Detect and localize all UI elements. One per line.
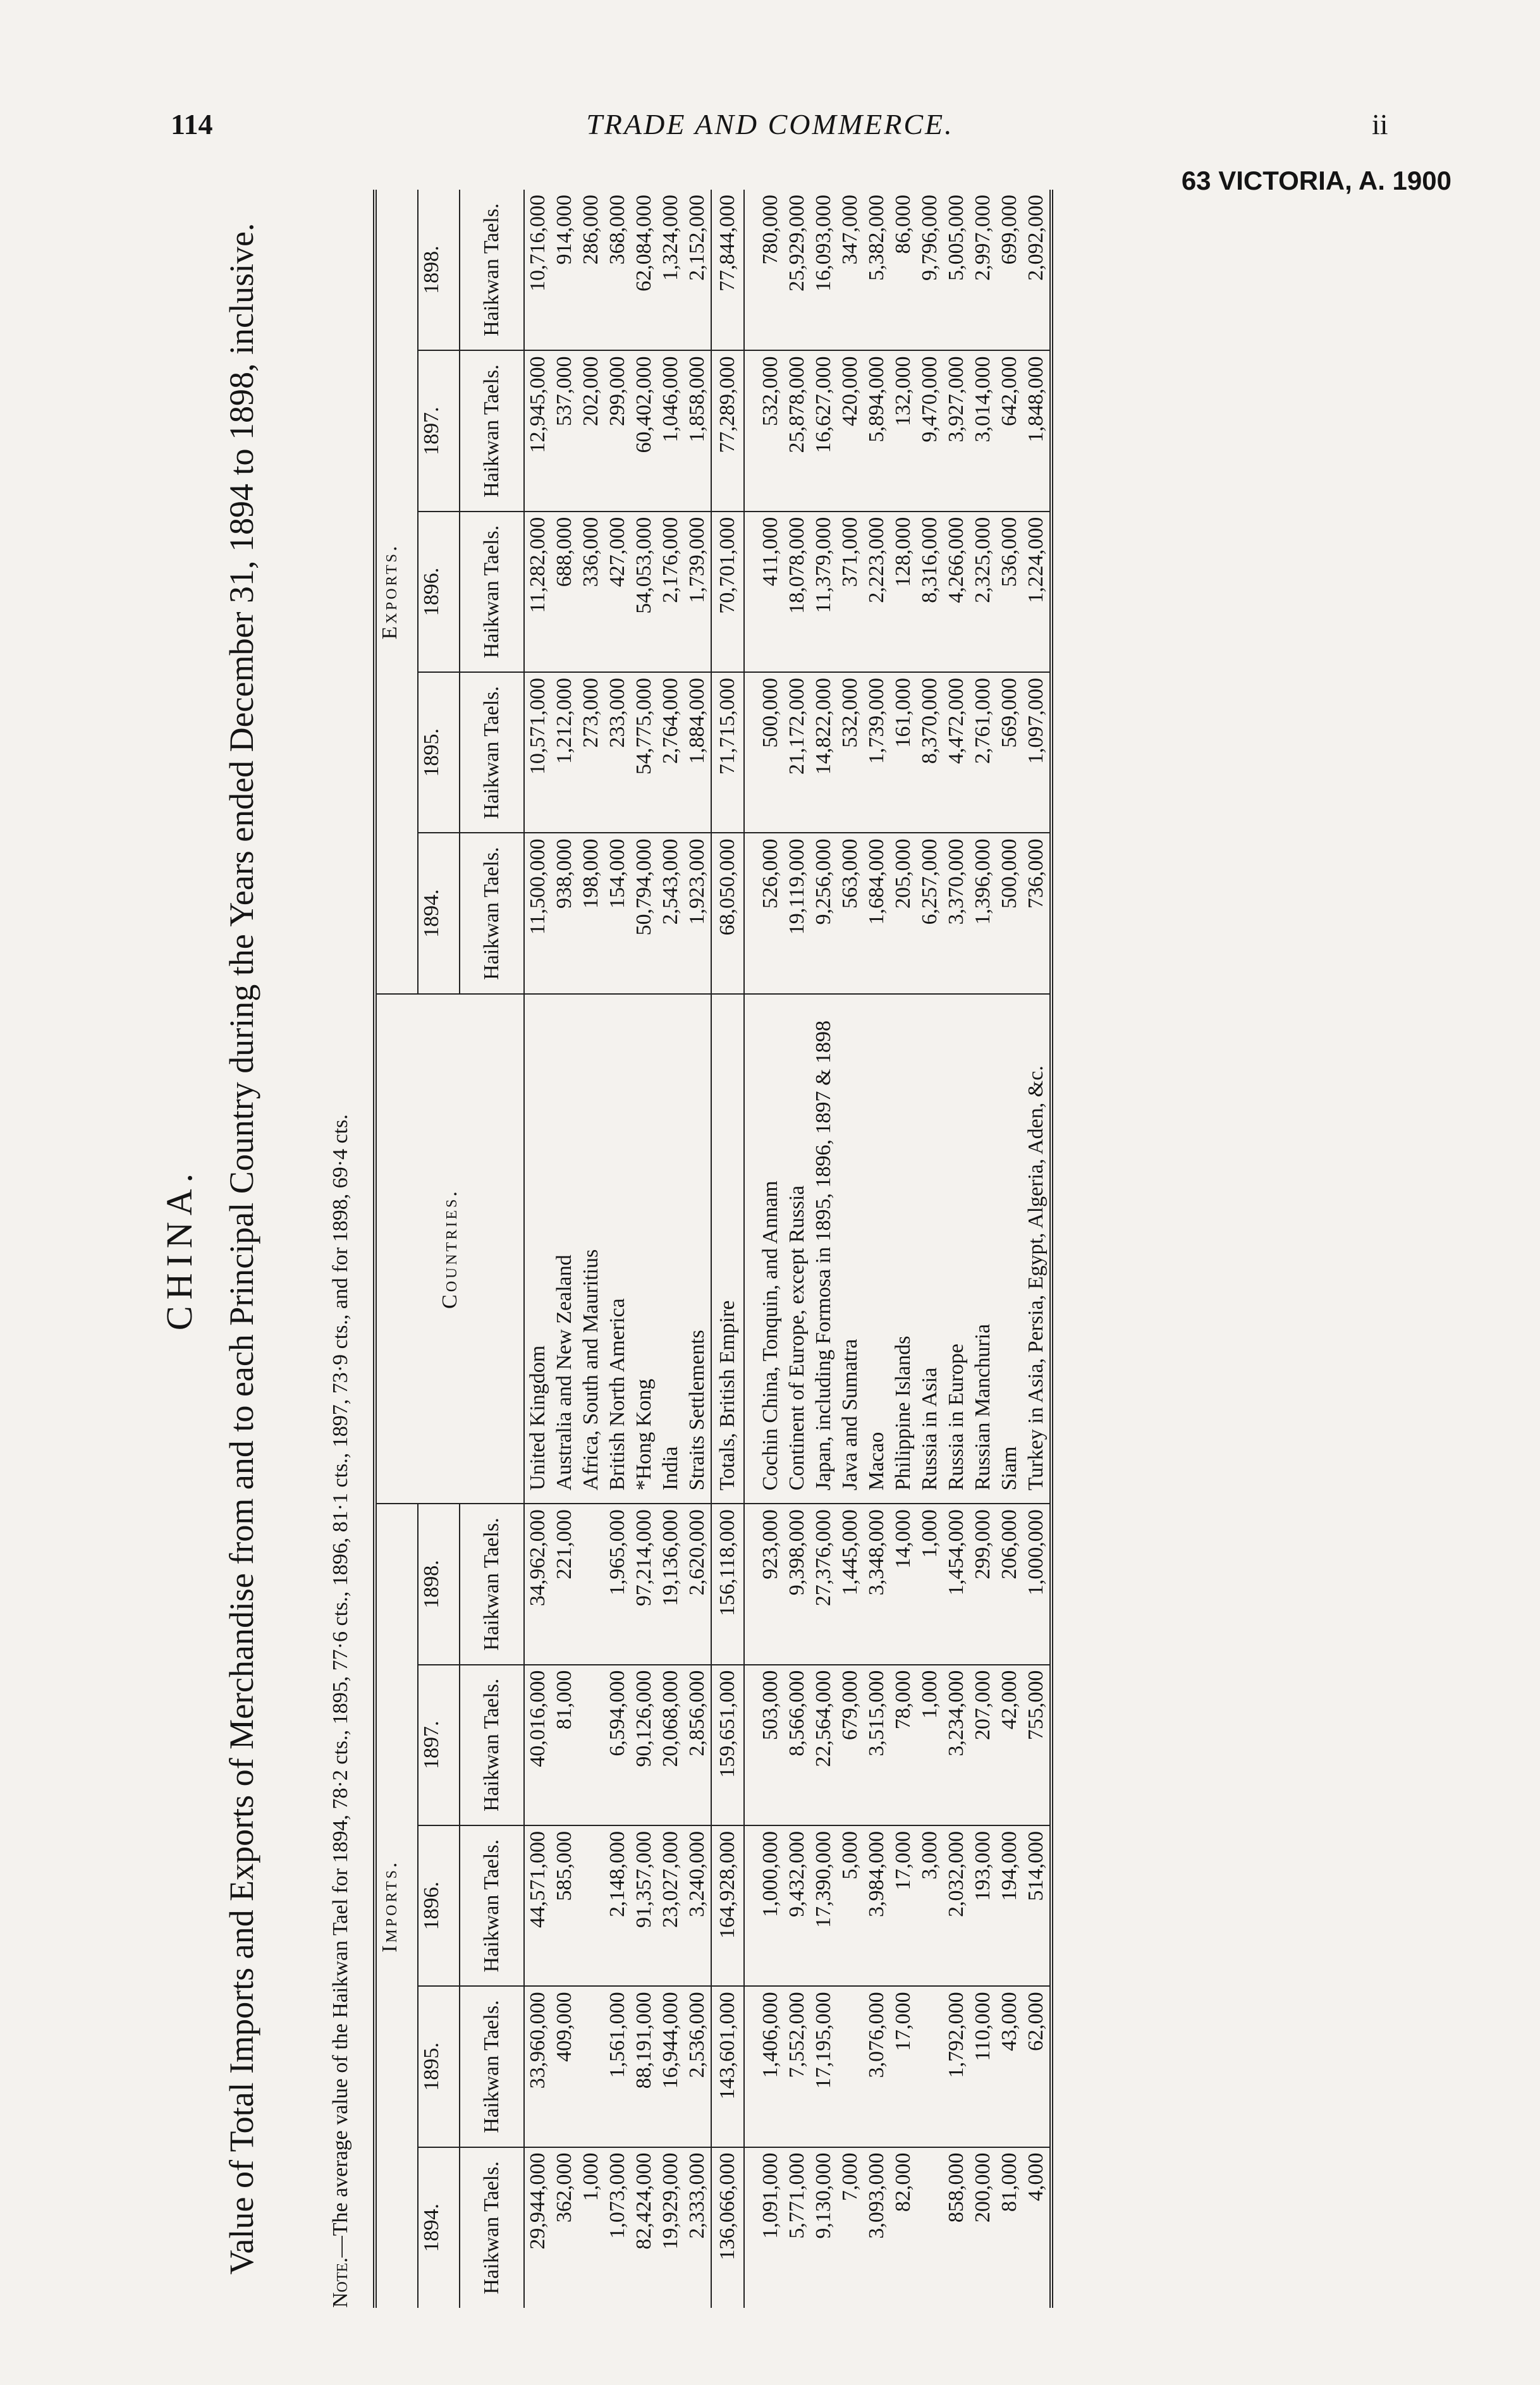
import-value-cell: 23,027,000 [657, 1825, 684, 1986]
import-value-cell: 17,000 [890, 1986, 917, 2147]
export-value-cell: 569,000 [996, 672, 1023, 833]
import-value-cell: 1,445,000 [837, 1504, 864, 1664]
import-value-cell: 1,406,000 [744, 1986, 784, 2147]
export-value-cell: 1,046,000 [657, 350, 684, 511]
table-row [744, 190, 784, 2308]
export-value-cell: 2,152,000 [684, 190, 711, 350]
export-value-cell: 3,927,000 [943, 350, 970, 511]
import-value-cell: 17,000 [890, 1825, 917, 1986]
import-value-cell: 136,066,000 [711, 2147, 744, 2308]
import-value-cell: 3,234,000 [943, 1665, 970, 1825]
import-value-cell: 20,068,000 [657, 1665, 684, 1825]
import-value-cell: 19,929,000 [659, 2152, 682, 2250]
export-year-header: 1898. [418, 190, 460, 350]
export-value-cell: 161,000 [890, 672, 917, 833]
export-value-cell: 347,000 [837, 190, 864, 350]
export-value-cell: 9,796,000 [917, 190, 943, 350]
export-value-cell: 60,402,000 [631, 350, 657, 511]
export-value-cell: 50,794,000 [631, 833, 657, 993]
export-value-cell: 11,500,000 [524, 833, 551, 993]
import-value-cell: 81,000 [551, 1665, 578, 1825]
running-title: TRADE AND COMMERCE. [586, 108, 954, 140]
export-value-cell: 1,224,000 [1023, 512, 1051, 672]
export-value-cell: 8,370,000 [917, 672, 943, 833]
import-year-header: 1895. [418, 1986, 460, 2147]
table-row [657, 190, 684, 2308]
import-unit-header: Haikwan Taels. [460, 1665, 524, 1825]
export-unit-header: Haikwan Taels. [460, 190, 524, 350]
import-value-cell: 194,000 [996, 1825, 1023, 1986]
import-value-cell: 1,561,000 [604, 1986, 631, 2147]
export-value-cell: 536,000 [996, 512, 1023, 672]
country-name-cell: Java and Sumatra [837, 994, 864, 1504]
import-value-cell: 207,000 [970, 1665, 996, 1825]
import-value-cell: 9,130,000 [812, 2152, 835, 2239]
import-value-cell: 81,000 [998, 2152, 1021, 2212]
export-value-cell: 427,000 [604, 512, 631, 672]
import-value-cell: 17,195,000 [810, 1986, 837, 2147]
import-value-cell: 858,000 [944, 2152, 968, 2223]
import-value-cell: 29,944,000 [526, 2152, 549, 2250]
export-value-cell: 16,627,000 [810, 350, 837, 511]
import-value-cell: 2,333,000 [685, 2152, 709, 2239]
import-year-header: 1894. [418, 2147, 460, 2308]
export-value-cell: 77,844,000 [711, 190, 744, 350]
session-label: 63 VICTORIA, A. 1900 [1181, 166, 1451, 195]
import-value-cell: 3,000 [917, 1825, 943, 1986]
export-year-header: 1897. [418, 350, 460, 511]
export-value-cell: 938,000 [551, 833, 578, 993]
countries-heading: Countries. [375, 994, 524, 1504]
import-value-cell: 923,000 [744, 1504, 784, 1664]
import-value-cell: 17,390,000 [810, 1825, 837, 1986]
import-value-cell: 1,073,000 [606, 2152, 629, 2239]
import-value-cell: 19,136,000 [657, 1504, 684, 1664]
export-value-cell: 4,266,000 [943, 512, 970, 672]
export-value-cell: 1,739,000 [864, 672, 890, 833]
export-value-cell: 68,050,000 [711, 833, 744, 993]
import-value-cell: 2,148,000 [604, 1825, 631, 1986]
export-value-cell: 2,997,000 [970, 190, 996, 350]
import-value-cell: 42,000 [996, 1665, 1023, 1825]
import-value-cell: 7,000 [838, 2152, 862, 2202]
export-value-cell: 128,000 [890, 512, 917, 672]
import-value-cell: 43,000 [996, 1986, 1023, 2147]
country-name-cell: Russia in Europe [943, 994, 970, 1504]
table-row [890, 190, 917, 2308]
table-row [864, 190, 890, 2308]
export-value-cell: 500,000 [996, 833, 1023, 993]
import-value-cell: 27,376,000 [810, 1504, 837, 1664]
export-value-cell: 3,370,000 [943, 833, 970, 993]
country-name-cell: Japan, including Formosa in 1895, 1896, 1897 & 1898 [810, 994, 837, 1504]
import-value-cell: 62,000 [1023, 1986, 1051, 2147]
country-name-cell: Siam [996, 994, 1023, 1504]
import-value-cell: 8,566,000 [784, 1665, 810, 1825]
table-row [524, 190, 551, 2308]
export-value-cell: 537,000 [551, 350, 578, 511]
import-value-cell: 78,000 [890, 1665, 917, 1825]
import-value-cell: 3,240,000 [684, 1825, 711, 1986]
import-value-cell [837, 1986, 864, 2147]
import-value-cell: 1,792,000 [943, 1986, 970, 2147]
table-note [329, 190, 353, 2308]
country-name-cell: Russian Manchuria [970, 994, 996, 1504]
export-unit-header: Haikwan Taels. [460, 672, 524, 833]
export-value-cell: 14,822,000 [810, 672, 837, 833]
import-value-cell: 4,000 [1023, 2147, 1051, 2308]
import-value-cell: 1,091,000 [759, 2152, 782, 2239]
export-value-cell: 86,000 [890, 190, 917, 350]
import-value-cell: 3,984,000 [864, 1825, 890, 1986]
export-value-cell: 1,684,000 [864, 833, 890, 993]
exports-heading: Exports. [375, 190, 418, 994]
country-name-cell: Straits Settlements [684, 994, 711, 1504]
import-value-cell: 679,000 [837, 1665, 864, 1825]
export-value-cell: 1,858,000 [684, 350, 711, 511]
country-name-cell: United Kingdom [524, 994, 551, 1504]
import-unit-header: Haikwan Taels. [460, 1504, 524, 1664]
export-value-cell: 18,078,000 [784, 512, 810, 672]
export-value-cell: 202,000 [578, 350, 604, 511]
export-value-cell: 699,000 [996, 190, 1023, 350]
country-name-cell: Africa, South and Mauritius [578, 994, 604, 1504]
export-value-cell: 62,084,000 [631, 190, 657, 350]
export-value-cell: 8,316,000 [917, 512, 943, 672]
import-year-header: 1896. [418, 1825, 460, 1986]
export-value-cell: 2,092,000 [1023, 190, 1051, 350]
export-year-header: 1896. [418, 512, 460, 672]
export-value-cell: 411,000 [744, 512, 784, 672]
export-value-cell: 5,382,000 [864, 190, 890, 350]
import-value-cell: 1,000,000 [1023, 1504, 1051, 1664]
export-value-cell: 5,005,000 [943, 190, 970, 350]
export-value-cell: 11,379,000 [810, 512, 837, 672]
export-value-cell: 19,119,000 [784, 833, 810, 993]
import-value-cell: 9,398,000 [784, 1504, 810, 1664]
import-value-cell: 200,000 [971, 2152, 994, 2223]
import-unit-header: Haikwan Taels. [460, 2147, 524, 2308]
export-value-cell: 526,000 [744, 833, 784, 993]
country-heading: CHINA. [159, 1167, 200, 1331]
export-value-cell: 12,945,000 [524, 350, 551, 511]
export-value-cell: 642,000 [996, 350, 1023, 511]
export-value-cell: 532,000 [744, 350, 784, 511]
table-row [684, 190, 711, 2308]
import-unit-header: Haikwan Taels. [460, 1825, 524, 1986]
import-unit-header: Haikwan Taels. [460, 1986, 524, 2147]
country-name-cell: India [657, 994, 684, 1504]
import-value-cell: 409,000 [551, 1986, 578, 2147]
import-value-cell: 585,000 [551, 1825, 578, 1986]
export-year-header: 1894. [418, 833, 460, 993]
note-label: Note. [329, 2257, 352, 2308]
import-value-cell [917, 1986, 943, 2147]
export-value-cell: 2,176,000 [657, 512, 684, 672]
import-value-cell: 514,000 [1023, 1825, 1051, 1986]
export-value-cell: 4,472,000 [943, 672, 970, 833]
import-value-cell: 2,536,000 [684, 1986, 711, 2147]
import-value-cell: 6,594,000 [604, 1665, 631, 1825]
import-value-cell: 40,016,000 [524, 1665, 551, 1825]
export-value-cell: 532,000 [837, 672, 864, 833]
import-value-cell: 9,432,000 [784, 1825, 810, 1986]
table-row [784, 190, 810, 2308]
import-value-cell [578, 1665, 604, 1825]
export-value-cell: 500,000 [744, 672, 784, 833]
export-value-cell: 336,000 [578, 512, 604, 672]
country-name-cell: Turkey in Asia, Persia, Egypt, Algeria, Aden, &c. [1023, 994, 1051, 1504]
import-value-cell: 206,000 [996, 1504, 1023, 1664]
export-value-cell: 299,000 [604, 350, 631, 511]
export-value-cell: 6,257,000 [917, 833, 943, 993]
import-value-cell: 362,000 [553, 2152, 576, 2223]
import-year-header: 1898. [418, 1504, 460, 1664]
export-value-cell: 154,000 [604, 833, 631, 993]
import-value-cell: 1,000 [917, 1504, 943, 1664]
import-value-cell: 97,214,000 [631, 1504, 657, 1664]
import-value-cell: 156,118,000 [711, 1504, 744, 1664]
export-value-cell: 2,543,000 [657, 833, 684, 993]
export-value-cell: 1,212,000 [551, 672, 578, 833]
country-name-cell: British North America [604, 994, 631, 1504]
page-number: 114 [171, 108, 213, 140]
import-value-cell: 3,076,000 [864, 1986, 890, 2147]
import-value-cell: 1,000,000 [744, 1825, 784, 1986]
country-name-cell: Continent of Europe, except Russia [784, 994, 810, 1504]
import-value-cell: 2,032,000 [943, 1825, 970, 1986]
import-value-cell: 7,552,000 [784, 1986, 810, 2147]
export-value-cell: 25,878,000 [784, 350, 810, 511]
import-value-cell: 91,357,000 [631, 1825, 657, 1986]
table-row [1023, 190, 1051, 2308]
export-value-cell: 914,000 [551, 190, 578, 350]
export-value-cell: 1,848,000 [1023, 350, 1051, 511]
import-value-cell: 22,564,000 [810, 1665, 837, 1825]
table-row [970, 190, 996, 2308]
export-value-cell: 9,256,000 [810, 833, 837, 993]
country-name-cell: Philippine Islands [890, 994, 917, 1504]
import-value-cell: 221,000 [551, 1504, 578, 1664]
export-value-cell: 205,000 [890, 833, 917, 993]
export-unit-header: Haikwan Taels. [460, 350, 524, 511]
import-value-cell: 2,856,000 [684, 1665, 711, 1825]
export-value-cell: 11,282,000 [524, 512, 551, 672]
export-value-cell: 2,325,000 [970, 512, 996, 672]
export-value-cell: 71,715,000 [711, 672, 744, 833]
export-value-cell: 688,000 [551, 512, 578, 672]
trade-table [373, 190, 1053, 2308]
country-name-cell: Russia in Asia [917, 994, 943, 1504]
export-value-cell: 420,000 [837, 350, 864, 511]
import-value-cell: 82,000 [891, 2152, 915, 2212]
import-value-cell: 193,000 [970, 1825, 996, 1986]
import-year-header: 1897. [418, 1665, 460, 1825]
section-roman-numeral: ii [1372, 108, 1388, 140]
import-value-cell: 88,191,000 [631, 1986, 657, 2147]
import-value-cell: 82,424,000 [632, 2152, 656, 2250]
import-value-cell: 110,000 [970, 1986, 996, 2147]
import-value-cell [578, 1825, 604, 1986]
import-value-cell: 44,571,000 [524, 1825, 551, 1986]
import-value-cell: 159,651,000 [711, 1665, 744, 1825]
export-year-header: 1895. [418, 672, 460, 833]
export-value-cell: 132,000 [890, 350, 917, 511]
import-value-cell: 34,962,000 [524, 1504, 551, 1664]
export-value-cell: 563,000 [837, 833, 864, 993]
import-value-cell: 143,601,000 [711, 1986, 744, 2147]
export-value-cell: 1,923,000 [684, 833, 711, 993]
export-value-cell: 273,000 [578, 672, 604, 833]
table-row [810, 190, 837, 2308]
table-row [551, 190, 578, 2308]
import-value-cell: 1,000 [917, 1665, 943, 1825]
export-value-cell: 77,289,000 [711, 350, 744, 511]
country-name-cell: Cochin China, Tonquin, and Annam [744, 994, 784, 1504]
note-text: —The average value of the Haikwan Tael for 1894, 78·2 cts., 1895, 77·6 cts., 1896, 81·1 cts., 1897, 73·9 cts., and for 1898, 69·4 cts. [329, 1114, 352, 2258]
import-value-cell: 2,620,000 [684, 1504, 711, 1664]
import-value-cell: 299,000 [970, 1504, 996, 1664]
export-value-cell: 21,172,000 [784, 672, 810, 833]
export-value-cell: 233,000 [604, 672, 631, 833]
rotated-table-block [158, 190, 1410, 2308]
export-value-cell: 1,396,000 [970, 833, 996, 993]
import-value-cell: 755,000 [1023, 1665, 1051, 1825]
import-value-cell: 14,000 [890, 1504, 917, 1664]
import-value-cell: 1,454,000 [943, 1504, 970, 1664]
table-caption: Value of Total Imports and Exports of Merchandise from and to each Principal Country during the Years ended December 31, 1894 to 1898, inclusive. [223, 223, 260, 2275]
import-value-cell: 164,928,000 [711, 1825, 744, 1986]
export-value-cell: 371,000 [837, 512, 864, 672]
export-value-cell: 54,053,000 [631, 512, 657, 672]
export-value-cell: 2,761,000 [970, 672, 996, 833]
import-value-cell: 3,348,000 [864, 1504, 890, 1664]
import-value-cell: 503,000 [744, 1665, 784, 1825]
export-value-cell: 780,000 [744, 190, 784, 350]
import-value-cell [917, 2147, 943, 2308]
export-value-cell: 1,884,000 [684, 672, 711, 833]
import-value-cell [578, 1986, 604, 2147]
import-value-cell: 5,000 [837, 1825, 864, 1986]
import-value-cell: 33,960,000 [524, 1986, 551, 2147]
import-value-cell: 1,965,000 [604, 1504, 631, 1664]
import-value-cell: 5,771,000 [785, 2152, 809, 2239]
export-value-cell: 25,929,000 [784, 190, 810, 350]
export-value-cell: 9,470,000 [917, 350, 943, 511]
table-row [996, 190, 1023, 2308]
export-value-cell: 2,223,000 [864, 512, 890, 672]
export-value-cell: 54,775,000 [631, 672, 657, 833]
export-value-cell: 286,000 [578, 190, 604, 350]
import-value-cell [578, 1504, 604, 1664]
import-value-cell: 90,126,000 [631, 1665, 657, 1825]
export-value-cell: 1,739,000 [684, 512, 711, 672]
export-value-cell: 10,716,000 [524, 190, 551, 350]
country-name-cell: Macao [864, 994, 890, 1504]
imports-heading: Imports. [375, 1504, 418, 2308]
export-value-cell: 1,097,000 [1023, 672, 1051, 833]
export-value-cell: 736,000 [1023, 833, 1051, 993]
export-value-cell: 70,701,000 [711, 512, 744, 672]
table-row [604, 190, 631, 2308]
import-value-cell: 1,000 [579, 2152, 602, 2202]
export-value-cell: 368,000 [604, 190, 631, 350]
country-name-cell: Totals, British Empire [711, 994, 744, 1504]
export-value-cell: 1,324,000 [657, 190, 684, 350]
import-value-cell: 3,515,000 [864, 1665, 890, 1825]
export-value-cell: 10,571,000 [524, 672, 551, 833]
export-unit-header: Haikwan Taels. [460, 512, 524, 672]
export-unit-header: Haikwan Taels. [460, 833, 524, 993]
export-value-cell: 16,093,000 [810, 190, 837, 350]
totals-row [711, 190, 744, 2308]
import-value-cell: 3,093,000 [865, 2152, 888, 2239]
export-value-cell: 198,000 [578, 833, 604, 993]
export-value-cell: 5,894,000 [864, 350, 890, 511]
country-name-cell: *Hong Kong [631, 994, 657, 1504]
table-row [943, 190, 970, 2308]
table-row [631, 190, 657, 2308]
export-value-cell: 2,764,000 [657, 672, 684, 833]
table-row [578, 190, 604, 2308]
import-value-cell: 16,944,000 [657, 1986, 684, 2147]
table-row [917, 190, 943, 2308]
country-name-cell: Australia and New Zealand [551, 994, 578, 1504]
table-row [837, 190, 864, 2308]
export-value-cell: 3,014,000 [970, 350, 996, 511]
